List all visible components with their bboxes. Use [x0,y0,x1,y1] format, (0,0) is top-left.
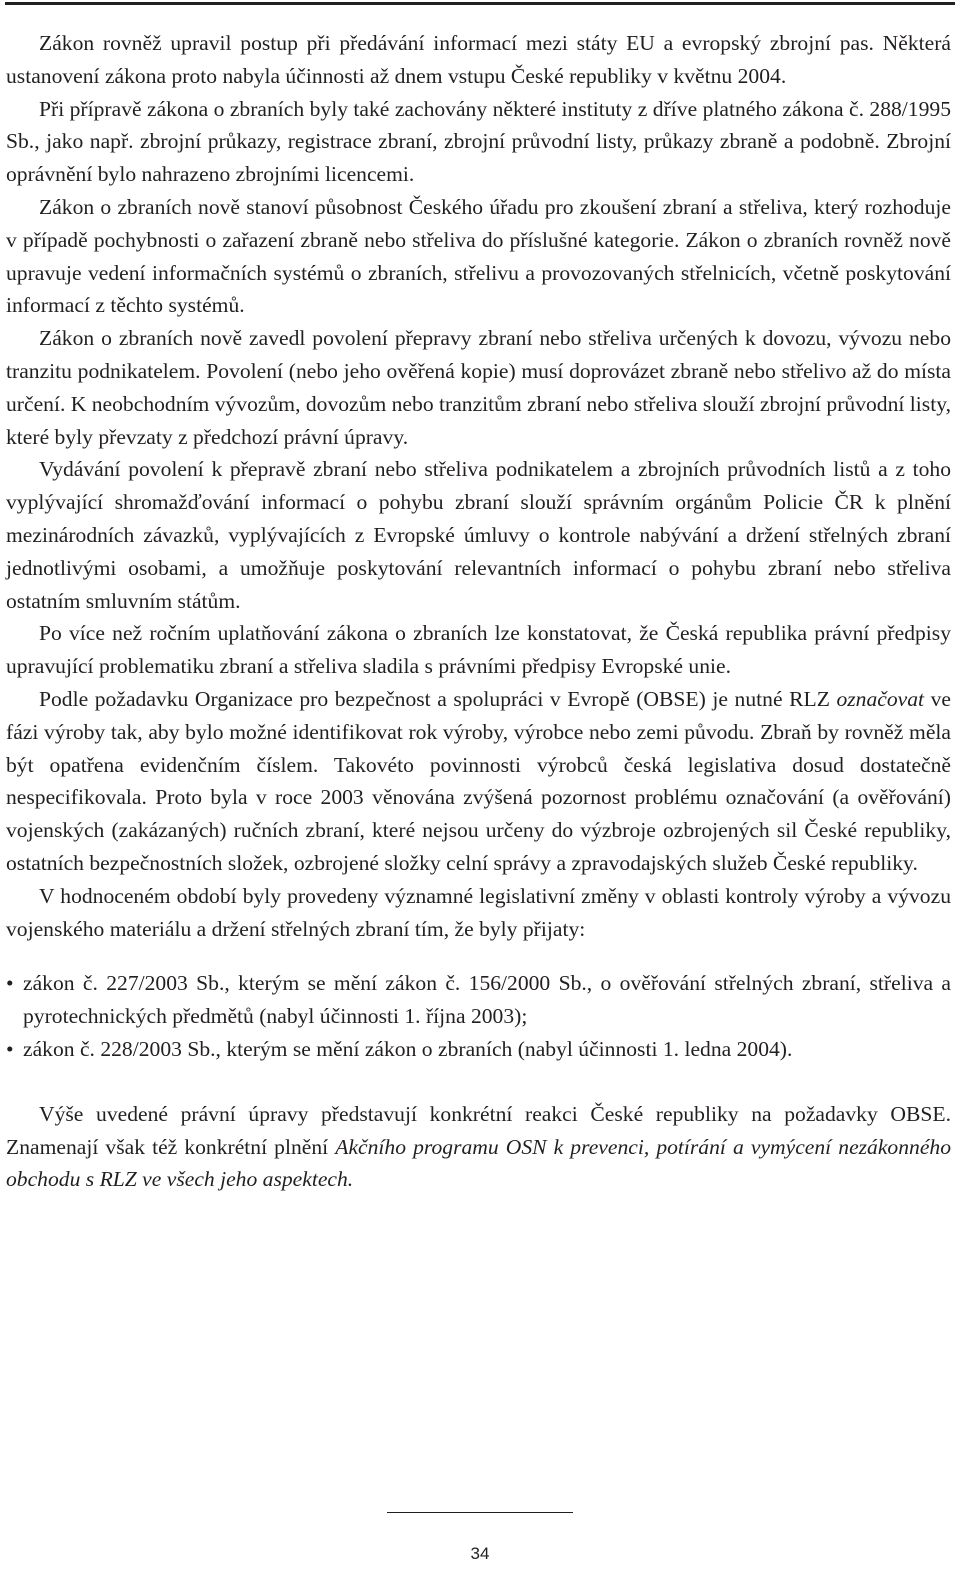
text-segment: Podle požadavku Organizace pro bezpečnost a spolupráci v Evropě (OBSE) je nutné RLZ [39,686,837,711]
bullet-marker: • [6,971,14,996]
text-segment: Zákon o zbraních nově zavedl povolení přepravy zbraní nebo střeliva určených k dovozu, vývozu nebo tranzitu podnikatelem. Povolení (nebo jeho ověřená kopie) musí doprovázet zbraně nebo střelivo až do místa určení. K neobchodním vývozům, dovozům nebo tranzitům zbraní nebo střeliva slouží zbrojní průvodní listy, které byly převzaty z předchozí právní úpravy. [6,326,951,449]
text-segment: Zákon rovněž upravil postup při předávání informací mezi státy EU a evropský zbrojní pas. Některá ustanovení zákona proto nabyla účinnosti až dnem vstupu České republiky v květnu 2004. [6,31,951,88]
italic-text: Akčního programu OSN k prevenci, potírání a vymýcení nezákonného obchodu s RLZ ve všech jeho aspektech. [6,1134,952,1192]
text-segment: Při přípravě zákona o zbraních byly také zachovány některé instituty z dříve platného zákona č. 288/1995 Sb., jako např. zbrojní průkazy, registrace zbraní, zbrojní průvodní listy, průkazy zbraně a podobně. Zbrojní oprávnění bylo nahrazeno zbrojními licencemi. [6,96,951,187]
paragraph-p2 [6,93,951,191]
paragraph-p3 [6,191,951,322]
paragraph-p8 [6,880,951,946]
footer-rule [387,1512,573,1513]
top-rule [5,2,955,5]
paragraph-p7 [6,683,951,880]
bullet-text: zákon č. 227/2003 Sb., kterým se mění zákon č. 156/2000 Sb., o ověřování střelných zbraní, střeliva a pyrotechnických předmětů (nabyl účinnosti 1. října 2003); [23,971,951,1029]
text-segment: Výše uvedené právní úpravy představují konkrétní reakci České republiky na požadavky OBSE. Znamenají však též konkrétní plnění [6,1101,951,1159]
closing-paragraph [6,1098,951,1196]
paragraph-p6 [6,617,951,683]
paragraph-p1 [6,27,951,93]
bullet-text: zákon č. 228/2003 Sb., kterým se mění zákon o zbraních (nabyl účinnosti 1. ledna 2004). [23,1036,793,1061]
text-segment: V hodnoceném období byly provedeny významné legislativní změny v oblasti kontroly výroby a vývozu vojenského materiálu a držení střelných zbraní tím, že byly přijaty: [6,883,951,941]
text-segment: Po více než ročním uplatňování zákona o zbraních lze konstatovat, že Česká republika právní předpisy upravující problematiku zbraní a střeliva sladila s právními předpisy Evropské unie. [6,621,951,679]
bullet-list [6,967,951,1065]
text-segment: ve fázi výroby tak, aby bylo možné identifikovat rok výroby, výrobce nebo zemi původu. Zbraň by rovněž měla být opatřena evidenčním číslem. Takovéto povinnosti výrobců česká legislativa dosud dostatečně nespecifikovala. Proto byla v roce 2003 věnována zvýšená pozornost problému označování (a ověřování) vojenských (zakázaných) ručních zbraní, které nejsou určeny do výzbroje ozbrojených sil České republiky, ostatních bezpečnostních složek, ozbrojené složky celní správy a zpravodajských služeb České republiky. [6,686,951,875]
italic-text: označovat [836,686,925,711]
text-segment: Vydávání povolení k přepravě zbraní nebo střeliva podnikatelem a zbrojních průvodních listů a z toho vyplývající shromažďování informací o pohybu zbraní slouží správním orgánům Policie ČR k plnění mezinárodních závazků, vyplývajících z Evropské úmluvy o kontrole nabývání a držení střelných zbraní jednotlivými osobami, a umožňuje poskytování relevantních informací o pohybu zbraní nebo střeliva ostatním smluvním státům. [6,457,951,613]
bullet-item [6,1033,951,1066]
text-segment: Zákon o zbraních nově stanoví působnost Českého úřadu pro zkoušení zbraní a střeliva, který rozhoduje v případě pochybnosti o zařazení zbraně nebo střeliva do příslušné kategorie. Zákon o zbraních rovněž nově upravuje vedení informačních systémů o zbraních, střelivu a provozovaných střelnicích, včetně poskytování informací z těchto systémů. [6,194,951,318]
paragraph-p5 [6,453,951,617]
page-number: 34 [470,1544,490,1563]
paragraph-list [6,27,951,945]
bullet-item [6,967,951,1033]
document-body [6,27,951,1196]
bullet-marker: • [6,1036,14,1061]
paragraph-p4 [6,322,951,453]
